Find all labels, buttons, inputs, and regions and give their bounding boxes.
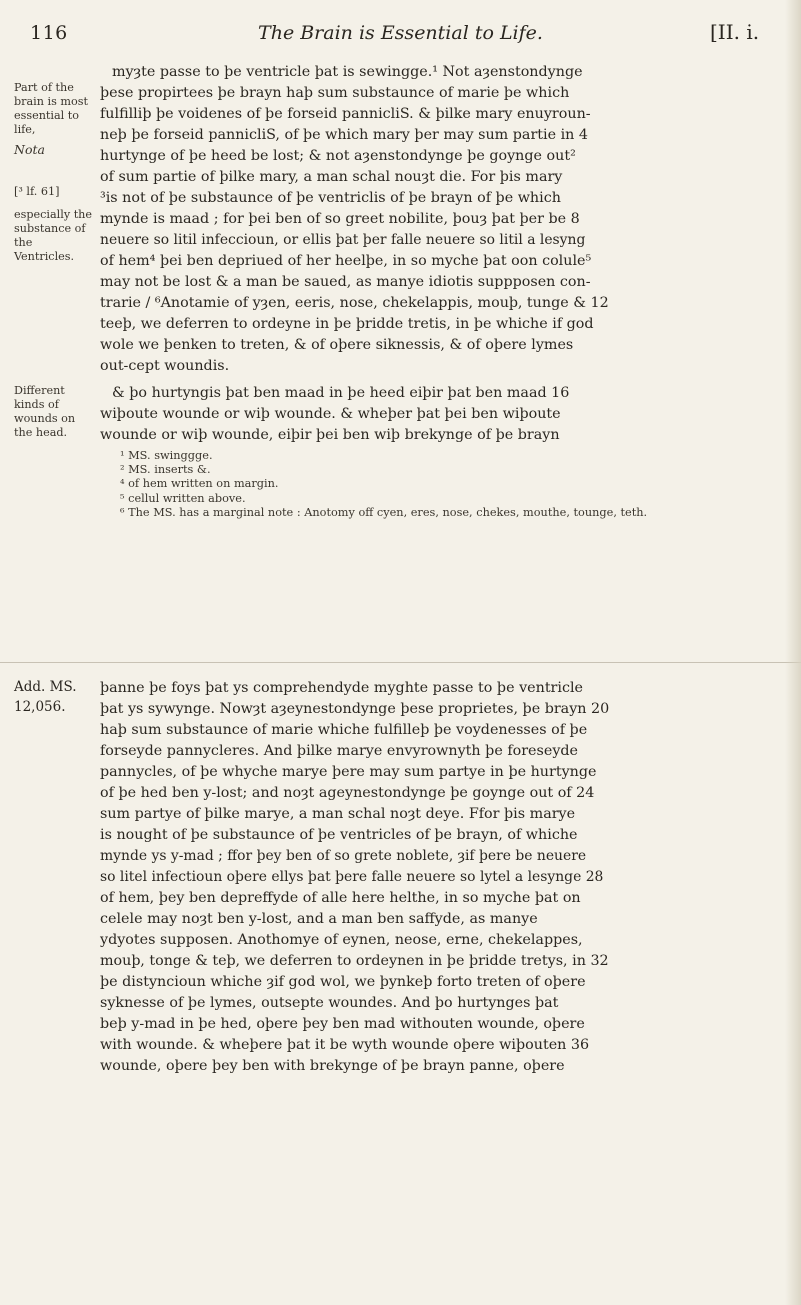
text-line: neþ þe forseid pannicliS, of þe which mary þer may sum partie in 4 <box>100 127 589 143</box>
text-line: trarie / ⁶Anotamie of yȝen, eeris, nose, chekelappis, mouþ, tunge & 12 <box>100 295 609 311</box>
footnote: ⁶ The MS. has a marginal note : Anotomy off cyen, eres, nose, chekes, mouthe, tounge, teth. <box>120 505 648 519</box>
text-line: hurtynge of þe heed be lost; & not aȝenstondynge þe goynge out² <box>100 148 576 164</box>
footnote: ⁴ of hem written on margin. <box>120 477 279 491</box>
text-line: & þo hurtyngis þat ben maad in þe heed eiþir þat ben maad 16 <box>112 385 570 401</box>
text-line: mynde is maad ; for þei ben of so greet nobilite, þouȝ þat þer be 8 <box>100 211 580 227</box>
section-reference: [II. i. <box>710 20 760 44</box>
footnote: ² MS. inserts &. <box>120 463 211 477</box>
footnote: ¹ MS. swinggge. <box>120 449 213 462</box>
footnote: ⁵ cellul written above. <box>120 491 246 505</box>
footnotes <box>120 449 760 520</box>
page-number: 116 <box>30 22 68 44</box>
text-line: fulfilliþ þe voidenes of þe forseid pannicliS. & þilke mary enuyroun- <box>100 106 591 122</box>
running-title: The Brain is Essential to Life. <box>258 22 543 44</box>
text-line: forseyde pannycleres. And þilke marye envyrownyth þe foreseyde <box>100 743 579 759</box>
text-line: with wounde. & wheþere þat it be wyth wounde oþere wiþouten 36 <box>100 1037 590 1053</box>
text-line: ³is not of þe substaunce of þe ventriclis of þe brayn of þe which <box>100 190 561 206</box>
text-line: þat ys sywynge. Nowȝt aȝeynestondynge þese proprietes, þe brayn 20 <box>100 701 610 717</box>
text-line: myȝte passe to þe ventricle þat is sewingge.¹ Not aȝenstondynge <box>112 64 583 80</box>
text-line: ydyotes supposen. Anothomye of eynen, neose, erne, chekelappes, <box>100 932 583 948</box>
text-line: wole we þenken to treten, & of oþere siknessis, & of oþere lymes <box>100 337 574 353</box>
add-ms-reference: Add. MS. 12,056. <box>14 679 77 715</box>
text-line: þanne þe foys þat ys comprehendyde myghte passe to þe ventricle <box>100 680 584 696</box>
text-line: syknesse of þe lymes, outsepte woundes. And þo hurtynges þat <box>100 995 559 1011</box>
text-line: is nought of þe substaunce of þe ventricles of þe brayn, of whiche <box>100 827 578 843</box>
text-line: neuere so litil infeccioun, or ellis þat þer falle neuere so litil a lesyng <box>100 232 586 248</box>
text-line: þe distyncioun whiche ȝif god wol, we þynkeþ forto treten of oþere <box>100 974 586 990</box>
text-line: wounde or wiþ wounde, eiþir þei ben wiþ brekynge of þe brayn <box>100 427 560 443</box>
text-line: out-cept woundis. <box>100 358 230 374</box>
text-line: beþ y-mad in þe hed, oþere þey ben mad withouten wounde, oþere <box>100 1016 585 1032</box>
text-line: mynde ys y-mad ; ffor þey ben of so grete noblete, ȝif þere be neuere <box>100 848 587 864</box>
margin-note-part-of-brain: Part of the brain is most essential to life, <box>14 81 88 136</box>
text-line: pannycles, of þe whyche marye þere may sum partye in þe hurtynge <box>100 764 597 780</box>
text-line: of hem, þey ben depreffyde of alle here helthe, in so myche þat on <box>100 890 581 906</box>
margin-note-wounds: Different kinds of wounds on the head. <box>14 384 76 439</box>
text-line: teeþ, we deferren to ordeyne in þe þridde tretis, in þe whiche if god <box>100 316 594 332</box>
margin-note-ventricles: especially the substance of the Ventricles. <box>14 208 93 263</box>
page-edge-shadow <box>785 0 801 1305</box>
text-line: of hem⁴ þei ben depriued of her heelþe, in so myche þat oon colule⁵ <box>100 253 592 269</box>
text-line: wiþoute wounde or wiþ wounde. & wheþer þat þei ben wiþoute <box>100 406 561 422</box>
text-line: celele may noȝt ben y-lost, and a man ben saffyde, as manye <box>100 911 538 927</box>
section-divider <box>0 662 801 663</box>
text-line: of sum partie of þilke mary, a man schal nouȝt die. For þis mary <box>100 169 563 185</box>
text-line: may not be lost & a man be saued, as manye idiotis suppposen con- <box>100 274 591 290</box>
margin-note-nota: Nota <box>14 142 45 157</box>
text-line: haþ sum substaunce of marie whiche fulfilleþ þe voydenesses of þe <box>100 722 588 738</box>
text-line: mouþ, tonge & teþ, we deferren to ordeynen in þe þridde tretys, in 32 <box>100 953 609 969</box>
text-line: of þe hed ben y-lost; and noȝt ageynestondynge þe goynge out of 24 <box>100 785 595 801</box>
text-line: so litel infectioun oþere ellys þat þere falle neuere so lytel a lesynge 28 <box>100 869 604 885</box>
text-line: þese propirtees þe brayn haþ sum substaunce of marie þe which <box>100 85 570 101</box>
text-line: wounde, oþere þey ben with brekynge of þe brayn panne, oþere <box>100 1058 565 1074</box>
margin-note-folio: [³ lf. 61] <box>14 185 60 198</box>
text-line: sum partye of þilke marye, a man schal noȝt deye. Ffor þis marye <box>100 806 576 822</box>
